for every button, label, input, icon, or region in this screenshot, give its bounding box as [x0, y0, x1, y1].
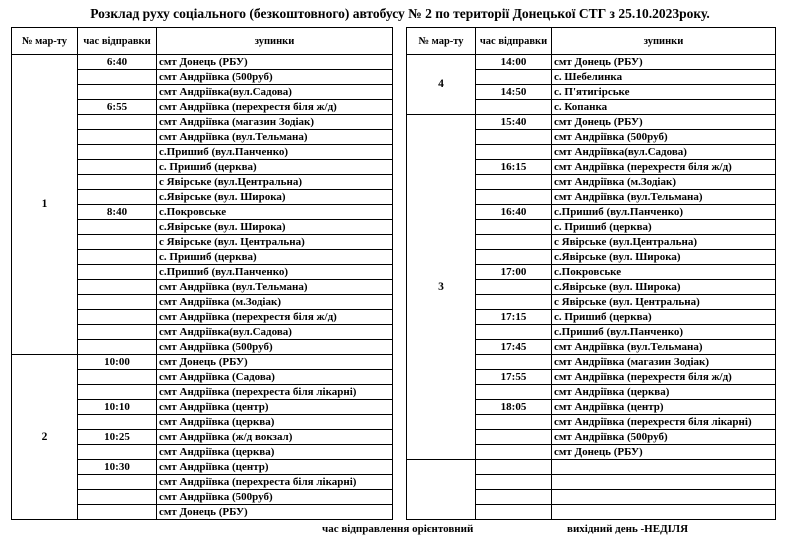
stop-name-cell: с.Пришиб (вул.Панченко) [157, 145, 393, 160]
departure-time-cell: 6:55 [78, 100, 157, 115]
departure-time-cell: 17:45 [476, 340, 552, 355]
departure-time-cell [476, 430, 552, 445]
departure-time-cell [78, 445, 157, 460]
stop-name-cell: с.Явірське (вул. Широка) [157, 190, 393, 205]
departure-time-cell [78, 295, 157, 310]
departure-time-cell [476, 130, 552, 145]
stop-name-cell: смт Андріївка (вул.Тельмана) [157, 130, 393, 145]
stop-name-cell: смт Андріївка (500руб) [552, 430, 776, 445]
stop-name-cell [552, 460, 776, 475]
departure-time-cell [78, 385, 157, 400]
departure-time-cell: 8:40 [78, 205, 157, 220]
departure-time-cell [476, 280, 552, 295]
departure-time-cell [476, 190, 552, 205]
stop-name-cell: с.Пришиб (вул.Панченко) [552, 325, 776, 340]
departure-time-cell [78, 475, 157, 490]
departure-time-cell: 17:15 [476, 310, 552, 325]
stop-name-cell: смт Андріївка (церква) [552, 385, 776, 400]
stop-name-cell: смт Андріївка (вул.Тельмана) [552, 340, 776, 355]
stop-name-cell: смт Андріївка (ж/д вокзал) [157, 430, 393, 445]
departure-time-cell [78, 505, 157, 520]
departure-time-cell [476, 325, 552, 340]
departure-time-cell [476, 220, 552, 235]
stop-name-cell: смт Андріївка (500руб) [157, 70, 393, 85]
stop-name-cell: смт Андріївка (перехрестя біля ж/д) [157, 100, 393, 115]
departure-time-cell: 10:00 [78, 355, 157, 370]
stop-name-cell: с.Пришиб (вул.Панченко) [552, 205, 776, 220]
departure-time-cell [476, 175, 552, 190]
departure-time-cell: 10:30 [78, 460, 157, 475]
departure-time-cell [476, 70, 552, 85]
departure-time-cell [78, 325, 157, 340]
departure-time-cell [78, 220, 157, 235]
table-row [12, 55, 393, 70]
stops-column-header: зупинки [552, 28, 776, 55]
departure-time-cell: 15:40 [476, 115, 552, 130]
stop-name-cell: с Явірське (вул. Центральна) [157, 235, 393, 250]
stop-name-cell: смт Андріївка (Садова) [157, 370, 393, 385]
route-number-cell: 3 [407, 115, 476, 460]
stop-name-cell: смт Андріївка (вул.Тельмана) [552, 190, 776, 205]
departure-time-cell [78, 310, 157, 325]
departure-time-cell [78, 175, 157, 190]
route-column-header: № мар-ту [12, 28, 78, 55]
departure-time-cell [78, 145, 157, 160]
departure-time-cell [476, 100, 552, 115]
departure-time-cell: 10:25 [78, 430, 157, 445]
footer-day-off-note: вихідний день -НЕДІЛЯ [567, 523, 689, 535]
stop-name-cell: смт Андріївка (центр) [552, 400, 776, 415]
departure-time-cell [78, 130, 157, 145]
stop-name-cell: с.Пришиб (вул.Панченко) [157, 265, 393, 280]
route-number-cell: 2 [12, 355, 78, 520]
departure-time-cell: 14:50 [476, 85, 552, 100]
route-number-cell: 1 [12, 55, 78, 355]
stop-name-cell: смт Андріївка (перехрестя біля ж/д) [552, 370, 776, 385]
stop-name-cell: смт Донець (РБУ) [157, 55, 393, 70]
departure-time-cell [476, 355, 552, 370]
stop-name-cell: с. Шебелинка [552, 70, 776, 85]
departure-time-cell [78, 415, 157, 430]
stop-name-cell: с.Покровське [157, 205, 393, 220]
departure-time-cell: 16:15 [476, 160, 552, 175]
departure-time-cell [476, 460, 552, 475]
stop-name-cell: с Явірське (вул.Центральна) [552, 235, 776, 250]
stop-name-cell: смт Андріївка (перехреста біля лікарні) [157, 385, 393, 400]
departure-time-cell: 16:40 [476, 205, 552, 220]
departure-time-cell: 17:00 [476, 265, 552, 280]
stop-name-cell: смт Андріївка (церква) [157, 415, 393, 430]
stop-name-cell: с. Пришиб (церква) [157, 160, 393, 175]
stop-name-cell: с.Явірське (вул. Широка) [552, 250, 776, 265]
time-column-header: час відправки [78, 28, 157, 55]
stop-name-cell: с Явірське (вул.Центральна) [157, 175, 393, 190]
stop-name-cell: с. Копанка [552, 100, 776, 115]
departure-time-cell: 17:55 [476, 370, 552, 385]
stop-name-cell: смт Андріївка(вул.Садова) [157, 85, 393, 100]
table-row [407, 115, 776, 130]
stop-name-cell: смт Андріївка (магазин Зодіак) [157, 115, 393, 130]
stop-name-cell: смт Андріївка (500руб) [552, 130, 776, 145]
stop-name-cell [552, 505, 776, 520]
stop-name-cell [552, 475, 776, 490]
stop-name-cell: с Явірське (вул. Центральна) [552, 295, 776, 310]
stop-name-cell: смт Донець (РБУ) [552, 115, 776, 130]
departure-time-cell [78, 490, 157, 505]
stop-name-cell: смт Донець (РБУ) [157, 355, 393, 370]
table-row [407, 55, 776, 70]
departure-time-cell [476, 250, 552, 265]
stop-name-cell: с. Пришиб (церква) [157, 250, 393, 265]
table-header-row [12, 28, 393, 55]
stop-name-cell: смт Андріївка (вул.Тельмана) [157, 280, 393, 295]
stop-name-cell: с. П'ятигірське [552, 85, 776, 100]
schedule-table-right [406, 27, 776, 520]
route-number-cell [407, 460, 476, 520]
schedule-table-left [11, 27, 393, 520]
stop-name-cell: смт Донець (РБУ) [157, 505, 393, 520]
departure-time-cell [78, 235, 157, 250]
departure-time-cell [476, 445, 552, 460]
departure-time-cell [476, 145, 552, 160]
footer-time-note: час відправлення орієнтовний [322, 523, 474, 535]
stop-name-cell: с.Покровське [552, 265, 776, 280]
stop-name-cell: смт Андріївка (центр) [157, 400, 393, 415]
stop-name-cell: с.Явірське (вул. Широка) [157, 220, 393, 235]
departure-time-cell [476, 235, 552, 250]
page-title: Розклад руху соціального (безкоштовного) автобусу № 2 по території Донецької СТГ з 25.10.2023року. [90, 6, 710, 21]
stop-name-cell: смт Андріївка (перехрестя біля лікарні) [552, 415, 776, 430]
stop-name-cell: смт Андріївка (м.Зодіак) [157, 295, 393, 310]
departure-time-cell: 10:10 [78, 400, 157, 415]
departure-time-cell [78, 265, 157, 280]
stop-name-cell: смт Андріївка(вул.Садова) [157, 325, 393, 340]
departure-time-cell: 18:05 [476, 400, 552, 415]
table-row [407, 460, 776, 475]
stop-name-cell: с. Пришиб (церква) [552, 310, 776, 325]
departure-time-cell [78, 85, 157, 100]
stops-column-header: зупинки [157, 28, 393, 55]
departure-time-cell [78, 340, 157, 355]
stop-name-cell: с. Пришиб (церква) [552, 220, 776, 235]
time-column-header: час відправки [476, 28, 552, 55]
stop-name-cell [552, 490, 776, 505]
departure-time-cell [476, 295, 552, 310]
departure-time-cell [476, 475, 552, 490]
stop-name-cell: смт Андріївка (500руб) [157, 490, 393, 505]
departure-time-cell [476, 490, 552, 505]
stop-name-cell: смт Андріївка (магазин Зодіак) [552, 355, 776, 370]
departure-time-cell [78, 70, 157, 85]
table-row [12, 355, 393, 370]
departure-time-cell [78, 160, 157, 175]
departure-time-cell [476, 385, 552, 400]
table-header-row [407, 28, 776, 55]
departure-time-cell [78, 190, 157, 205]
stop-name-cell: смт Андріївка (перехрестя біля ж/д) [157, 310, 393, 325]
departure-time-cell [476, 505, 552, 520]
stop-name-cell: смт Андріївка (центр) [157, 460, 393, 475]
stop-name-cell: смт Андріївка (м.Зодіак) [552, 175, 776, 190]
stop-name-cell: смт Донець (РБУ) [552, 445, 776, 460]
departure-time-cell [78, 370, 157, 385]
departure-time-cell [78, 280, 157, 295]
stop-name-cell: смт Андріївка (500руб) [157, 340, 393, 355]
departure-time-cell [78, 250, 157, 265]
departure-time-cell: 6:40 [78, 55, 157, 70]
stop-name-cell: смт Андріївка (перехрестя біля ж/д) [552, 160, 776, 175]
stop-name-cell: смт Андріївка (перехреста біля лікарні) [157, 475, 393, 490]
stop-name-cell: смт Андріївка(вул.Садова) [552, 145, 776, 160]
route-column-header: № мар-ту [407, 28, 476, 55]
departure-time-cell [476, 415, 552, 430]
stop-name-cell: смт Донець (РБУ) [552, 55, 776, 70]
departure-time-cell [78, 115, 157, 130]
route-number-cell: 4 [407, 55, 476, 115]
departure-time-cell: 14:00 [476, 55, 552, 70]
stop-name-cell: смт Андріївка (церква) [157, 445, 393, 460]
stop-name-cell: с.Явірське (вул. Широка) [552, 280, 776, 295]
